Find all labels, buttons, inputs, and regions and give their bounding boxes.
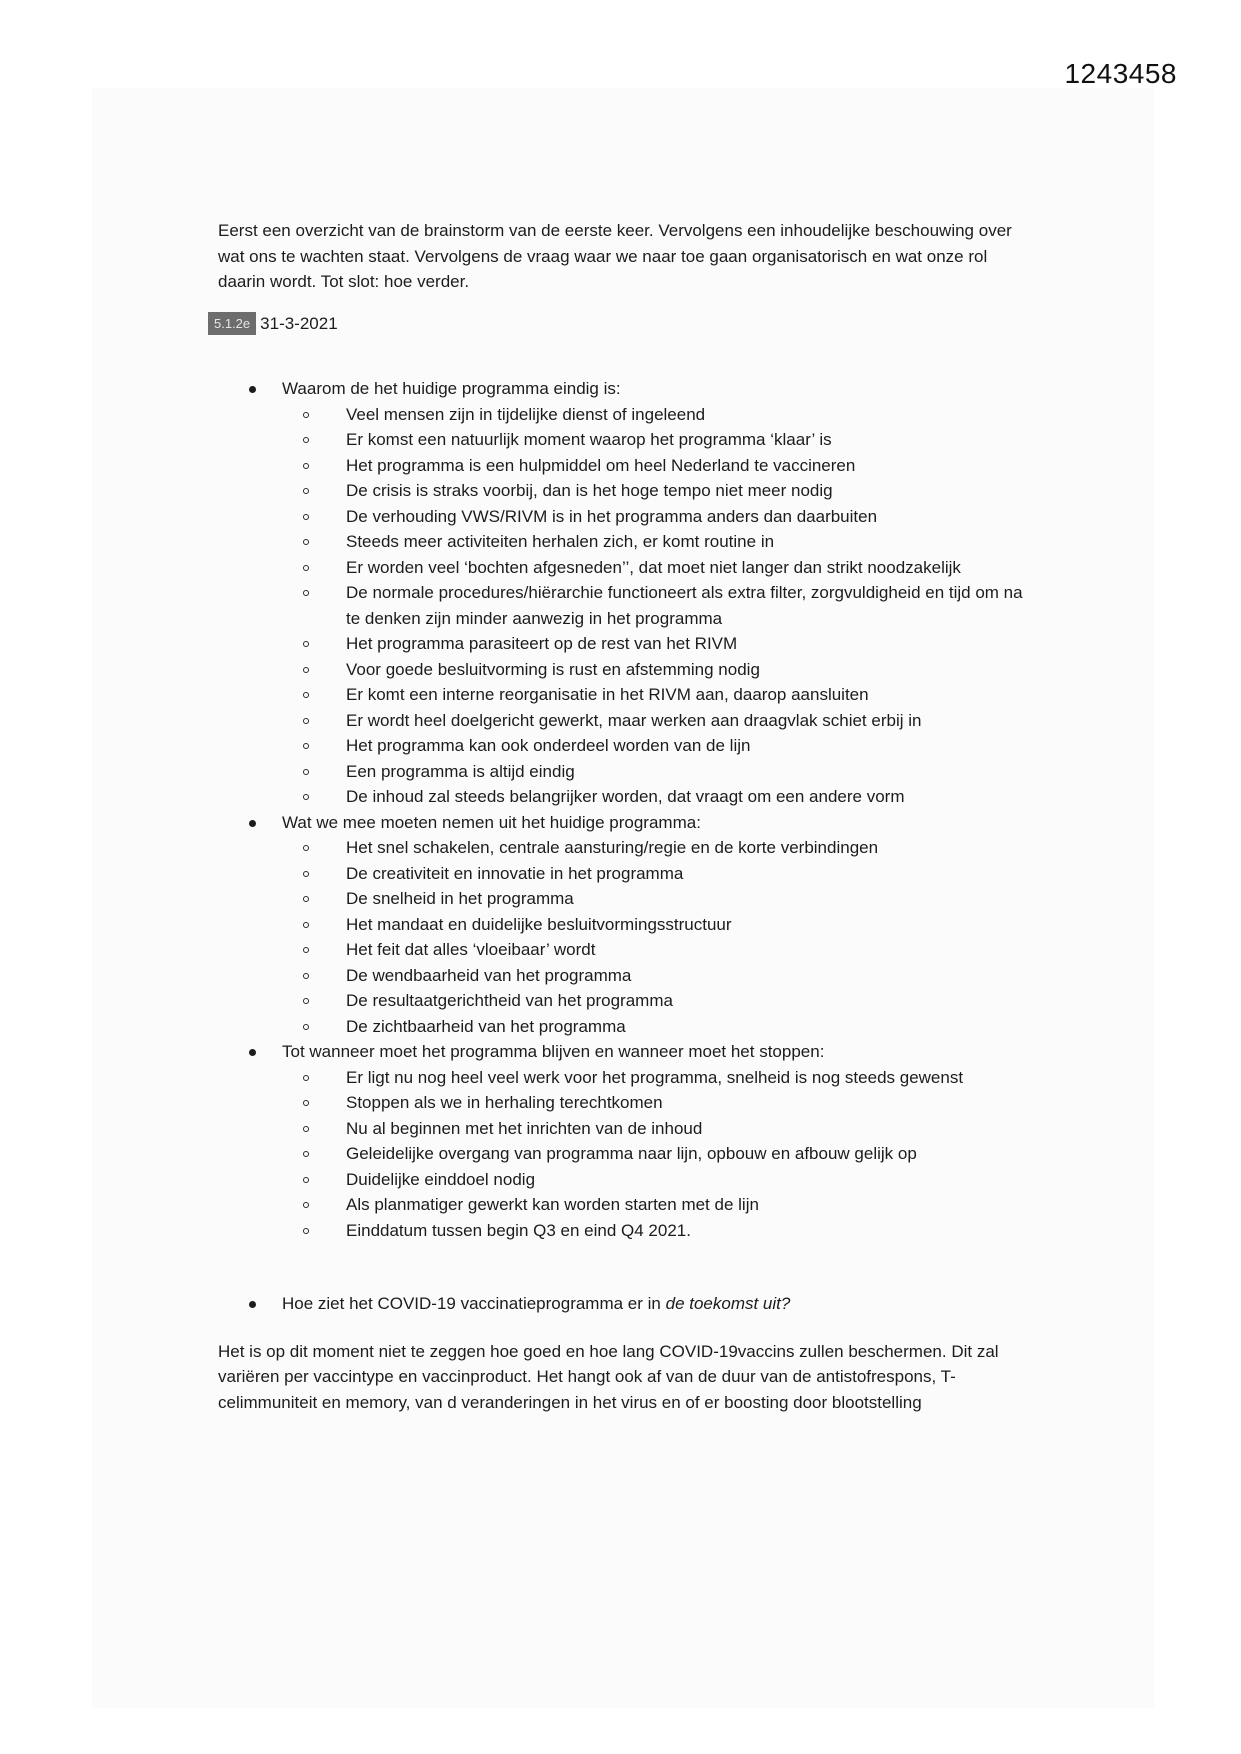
list-item-text: Het programma kan ook onderdeel worden van de lijn [346, 736, 751, 755]
circle-bullet-icon [303, 973, 309, 979]
circle-bullet-icon [303, 539, 309, 545]
document-body [214, 218, 1038, 1415]
list-item [282, 1192, 1038, 1218]
list-item-text: Nu al beginnen met het inrichten van de inhoud [346, 1118, 703, 1138]
list-item-text: Er komst een natuurlijk moment waarop het programma ‘klaar’ is [346, 430, 832, 449]
circle-bullet-icon [303, 565, 309, 571]
list-item [282, 886, 1038, 912]
list-item [282, 759, 1038, 785]
section-2 [218, 810, 1038, 1040]
list-item [282, 784, 1038, 810]
section-heading: Tot wanneer moet het programma blijven en wanneer moet het stoppen: [282, 1042, 825, 1061]
list-item [282, 861, 1038, 887]
circle-bullet-icon [303, 718, 309, 724]
list-item-text: Het feit dat alles ‘vloeibaar’ wordt [346, 940, 596, 959]
circle-bullet-icon [303, 794, 309, 800]
circle-bullet-icon [303, 488, 309, 494]
list-item [282, 835, 1038, 861]
circle-bullet-icon [303, 922, 309, 928]
list-item-text: De resultaatgerichtheid van het programma [346, 991, 673, 1010]
circle-bullet-icon [303, 743, 309, 749]
circle-bullet-icon [303, 947, 309, 953]
closing-paragraph: Het is op dit moment niet te zeggen hoe goed en hoe lang COVID-19vaccins zullen beschermen. Dit zal variëren per vaccintype en vaccinproduct. Het hangt ook af van de duur van de antistofrespons, T-celimmuniteit en memory, van d veranderingen in het virus en of er boosting door blootstelling [218, 1341, 999, 1412]
circle-bullet-icon [303, 998, 309, 1004]
circle-bullet-icon [303, 1024, 309, 1030]
list-item-text: De verhouding VWS/RIVM is in het programma anders dan daarbuiten [346, 506, 878, 526]
list-item [282, 529, 1038, 555]
circle-bullet-icon [303, 1075, 309, 1081]
list-item-text: Er worden veel ‘bochten afgesneden’’, dat moet niet langer dan strikt noodzakelijk [346, 557, 961, 577]
circle-bullet-icon [303, 590, 309, 596]
list-item [282, 912, 1038, 938]
circle-bullet-icon [303, 437, 309, 443]
list-item-text: Geleidelijke overgang van programma naar lijn, opbouw en afbouw gelijk op [346, 1144, 917, 1163]
circle-bullet-icon [303, 769, 309, 775]
list-item [282, 1065, 1038, 1091]
future-question-list [218, 1291, 1038, 1317]
list-item-text: Het mandaat en duidelijke besluitvormingsstructuur [346, 914, 732, 934]
list-item-text: Einddatum tussen begin Q3 en eind Q4 2021. [346, 1220, 691, 1240]
list-item-text: Voor goede besluitvorming is rust en afstemming nodig [346, 659, 760, 679]
list-item-text: Een programma is altijd eindig [346, 761, 575, 781]
meeting-date-line [214, 311, 1038, 337]
list-item-text: De inhoud zal steeds belangrijker worden, dat vraagt om een andere vorm [346, 787, 905, 806]
list-item-text: Het snel schakelen, centrale aansturing/regie en de korte verbindingen [346, 838, 879, 857]
future-question-emphasis: de toekomst uit? [665, 1294, 791, 1313]
circle-bullet-icon [303, 1202, 309, 1208]
list-item-text: De creativiteit en innovatie in het programma [346, 863, 684, 883]
list-item-text: Er ligt nu nog heel veel werk voor het programma, snelheid is nog steeds gewenst [346, 1067, 964, 1087]
list-item-text: Het programma is een hulpmiddel om heel Nederland te vaccineren [346, 455, 856, 475]
list-item [282, 1090, 1038, 1116]
list-item-text: De normale procedures/hiërarchie functioneert als extra filter, zorgvuldigheid en tijd om na te denken zijn minder aanwezig in het programma [346, 583, 1023, 628]
circle-bullet-icon [303, 1151, 309, 1157]
circle-bullet-icon [303, 845, 309, 851]
meeting-date: 31-3-2021 [260, 313, 338, 333]
circle-bullet-icon [303, 1228, 309, 1234]
circle-bullet-icon [303, 463, 309, 469]
list-item [282, 580, 1038, 631]
list-item-text: Veel mensen zijn in tijdelijke dienst of ingeleend [346, 404, 706, 424]
circle-bullet-icon [303, 1100, 309, 1106]
list-item [282, 937, 1038, 963]
list-item [282, 1116, 1038, 1142]
section-heading: Waarom de het huidige programma eindig is: [282, 379, 621, 398]
list-item-text: Duidelijke einddoel nodig [346, 1169, 536, 1189]
future-question-prefix: Hoe ziet het COVID-19 vaccinatieprogramma er in [282, 1294, 666, 1313]
bullet-icon [249, 1049, 256, 1056]
circle-bullet-icon [303, 667, 309, 673]
list-item-text: Het programma parasiteert op de rest van het RIVM [346, 634, 738, 653]
list-item-text: De wendbaarheid van het programma [346, 965, 632, 985]
list-item-text: De crisis is straks voorbij, dan is het hoge tempo niet meer nodig [346, 481, 833, 500]
list-item [282, 402, 1038, 428]
list-item [282, 963, 1038, 989]
list-item [282, 1218, 1038, 1244]
list-item [282, 504, 1038, 530]
bullet-icon [249, 820, 256, 827]
redaction-label: 5.1.2e [208, 312, 256, 335]
section-3 [218, 1039, 1038, 1243]
circle-bullet-icon [303, 1177, 309, 1183]
document-number: 1243458 [1064, 58, 1177, 89]
list-item [282, 478, 1038, 504]
list-item-text: Steeds meer activiteiten herhalen zich, er komt routine in [346, 532, 775, 551]
list-item-text: Er wordt heel doelgericht gewerkt, maar werken aan draagvlak schiet erbij in [346, 710, 922, 730]
list-item [282, 708, 1038, 734]
list-item [282, 1167, 1038, 1193]
list-item [282, 1141, 1038, 1167]
list-item-text: Stoppen als we in herhaling terechtkomen [346, 1093, 663, 1112]
list-item [282, 555, 1038, 581]
bullet-icon [249, 1301, 256, 1308]
list-item-text: De zichtbaarheid van het programma [346, 1016, 626, 1036]
section-items [282, 835, 1038, 1039]
list-item [282, 682, 1038, 708]
brainstorm-sections [218, 376, 1038, 1243]
list-item [282, 733, 1038, 759]
list-item-text: Er komt een interne reorganisatie in het RIVM aan, daarop aansluiten [346, 685, 869, 704]
list-item [282, 427, 1038, 453]
list-item [282, 453, 1038, 479]
future-question [218, 1291, 1038, 1317]
bullet-icon [249, 386, 256, 393]
list-item-text: Als planmatiger gewerkt kan worden starten met de lijn [346, 1195, 759, 1214]
circle-bullet-icon [303, 641, 309, 647]
circle-bullet-icon [303, 412, 309, 418]
circle-bullet-icon [303, 692, 309, 698]
circle-bullet-icon [303, 896, 309, 902]
circle-bullet-icon [303, 1126, 309, 1132]
section-items [282, 402, 1038, 810]
section-items [282, 1065, 1038, 1244]
list-item [282, 1014, 1038, 1040]
list-item [282, 657, 1038, 683]
list-item [282, 988, 1038, 1014]
circle-bullet-icon [303, 514, 309, 520]
intro-paragraph: Eerst een overzicht van de brainstorm van de eerste keer. Vervolgens een inhoudelijke beschouwing over wat ons te wachten staat. Vervolgens de vraag waar we naar toe gaan organisatorisch en wat onze rol daarin wordt. Tot slot: hoe verder. [218, 221, 1012, 291]
section-1 [218, 376, 1038, 810]
section-heading: Wat we mee moeten nemen uit het huidige programma: [282, 812, 701, 832]
list-item [282, 631, 1038, 657]
circle-bullet-icon [303, 871, 309, 877]
list-item-text: De snelheid in het programma [346, 889, 574, 908]
